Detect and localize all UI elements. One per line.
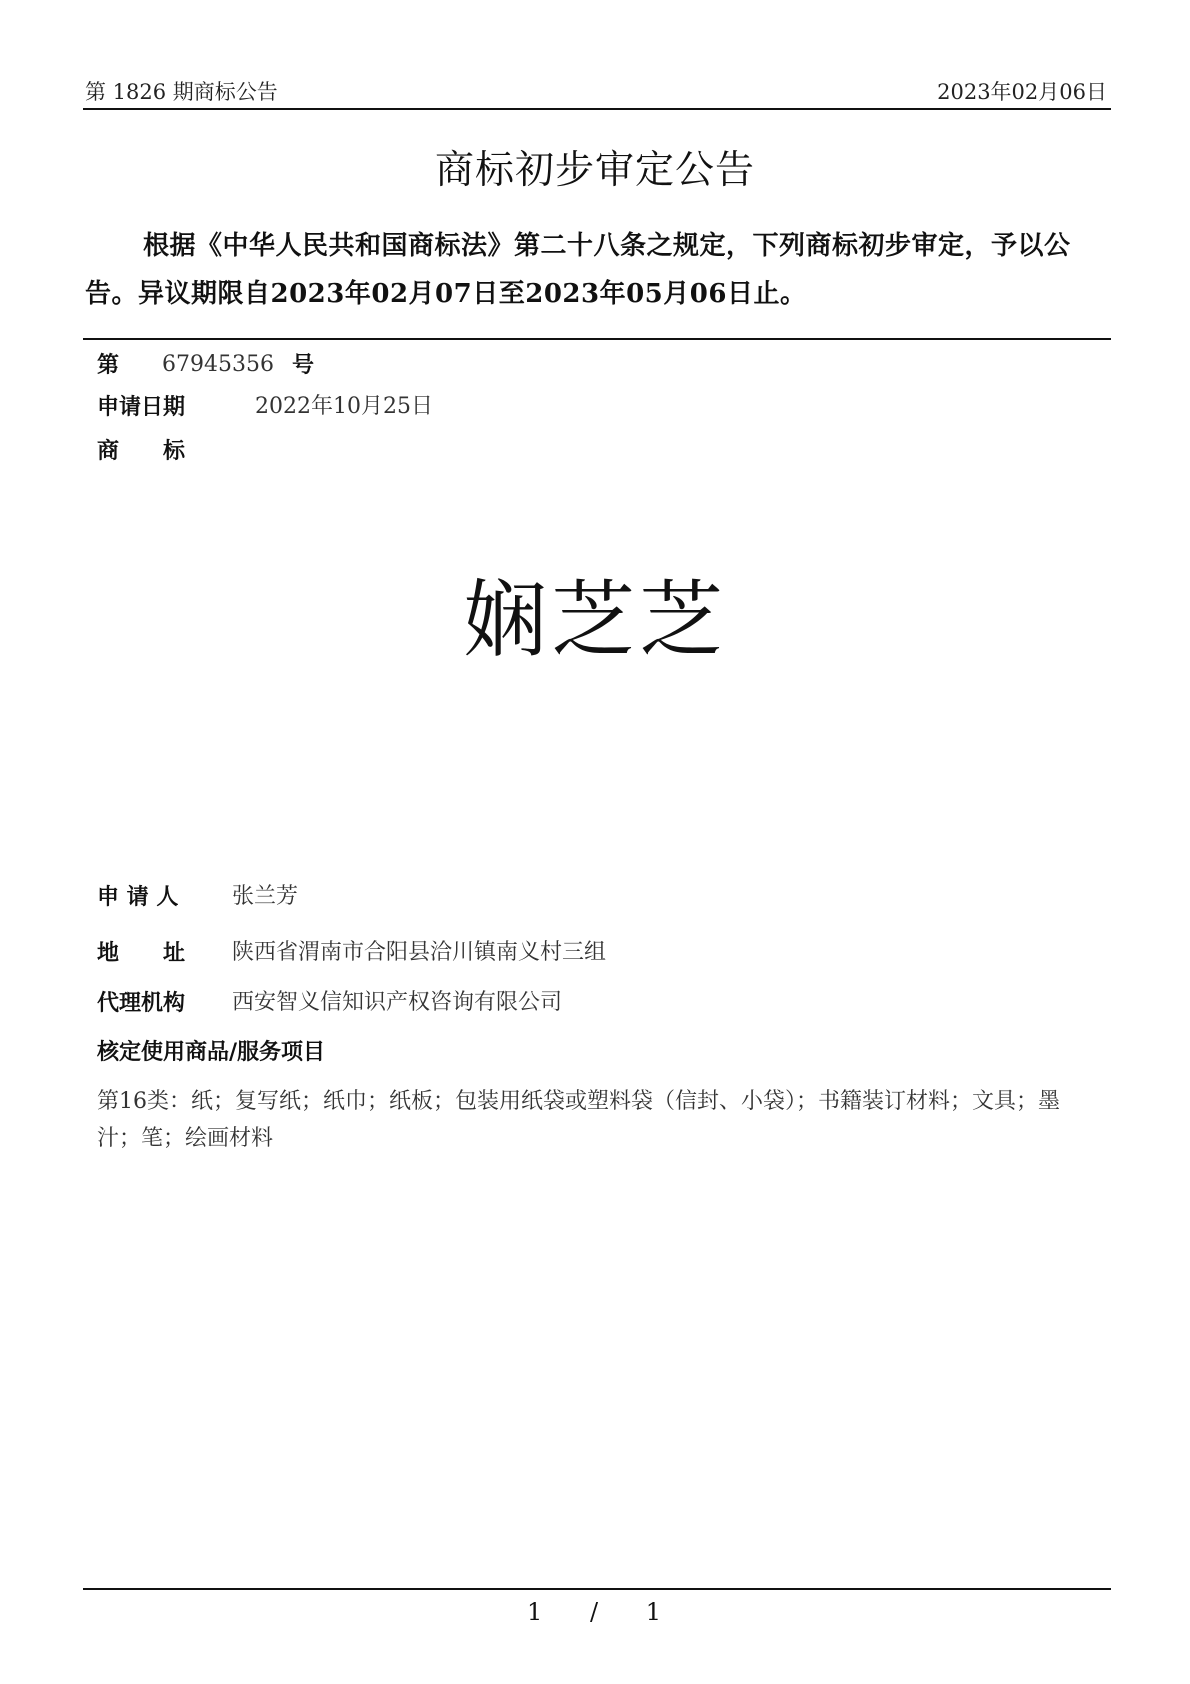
page-total: 1 (645, 1598, 663, 1626)
filing-date: 2022年10月25日 (255, 394, 433, 419)
filing-date-label: 申请日期 (97, 394, 186, 420)
applicant-name: 张兰芳 (232, 884, 299, 909)
issue-number: 第 1826 期商标公告 (85, 80, 278, 104)
page-separator: / (589, 1598, 601, 1626)
header-divider (83, 108, 1111, 110)
issue-date: 2023年02月06日 (937, 80, 1107, 104)
page-title: 商标初步审定公告 (434, 148, 755, 193)
page-indicator (0, 1596, 1190, 1628)
applicant-label: 申 请 人 (97, 884, 179, 910)
address-label: 地 址 (97, 940, 186, 966)
agent-name: 西安智义信知识产权咨询有限公司 (232, 990, 563, 1015)
goods-services-label: 核定使用商品/服务项目 (97, 1039, 326, 1065)
reg-number: 67945356 (162, 352, 274, 377)
trademark-label: 商 标 (97, 438, 186, 464)
intro-divider (83, 338, 1111, 340)
footer-divider (83, 1588, 1111, 1590)
address-value: 陕西省渭南市合阳县洽川镇南义村三组 (232, 940, 607, 965)
reg-number-prefix: 第 (97, 352, 120, 378)
page-current: 1 (527, 1598, 545, 1626)
trademark-word-mark: 娴芝芝 (462, 571, 727, 669)
agent-label: 代理机构 (97, 990, 186, 1016)
reg-number-suffix: 号 (292, 352, 315, 378)
announcement-intro: 根据《中华人民共和国商标法》第二十八条之规定，下列商标初步审定，予以公告。异议期限自2023年02月07日至2023年05月06日止。 (85, 231, 1071, 309)
goods-services-list: 第16类：纸；复写纸；纸巾；纸板；包装用纸袋或塑料袋（信封、小袋）；书籍装订材料；文具；墨汁；笔；绘画材料 (97, 1089, 1060, 1151)
